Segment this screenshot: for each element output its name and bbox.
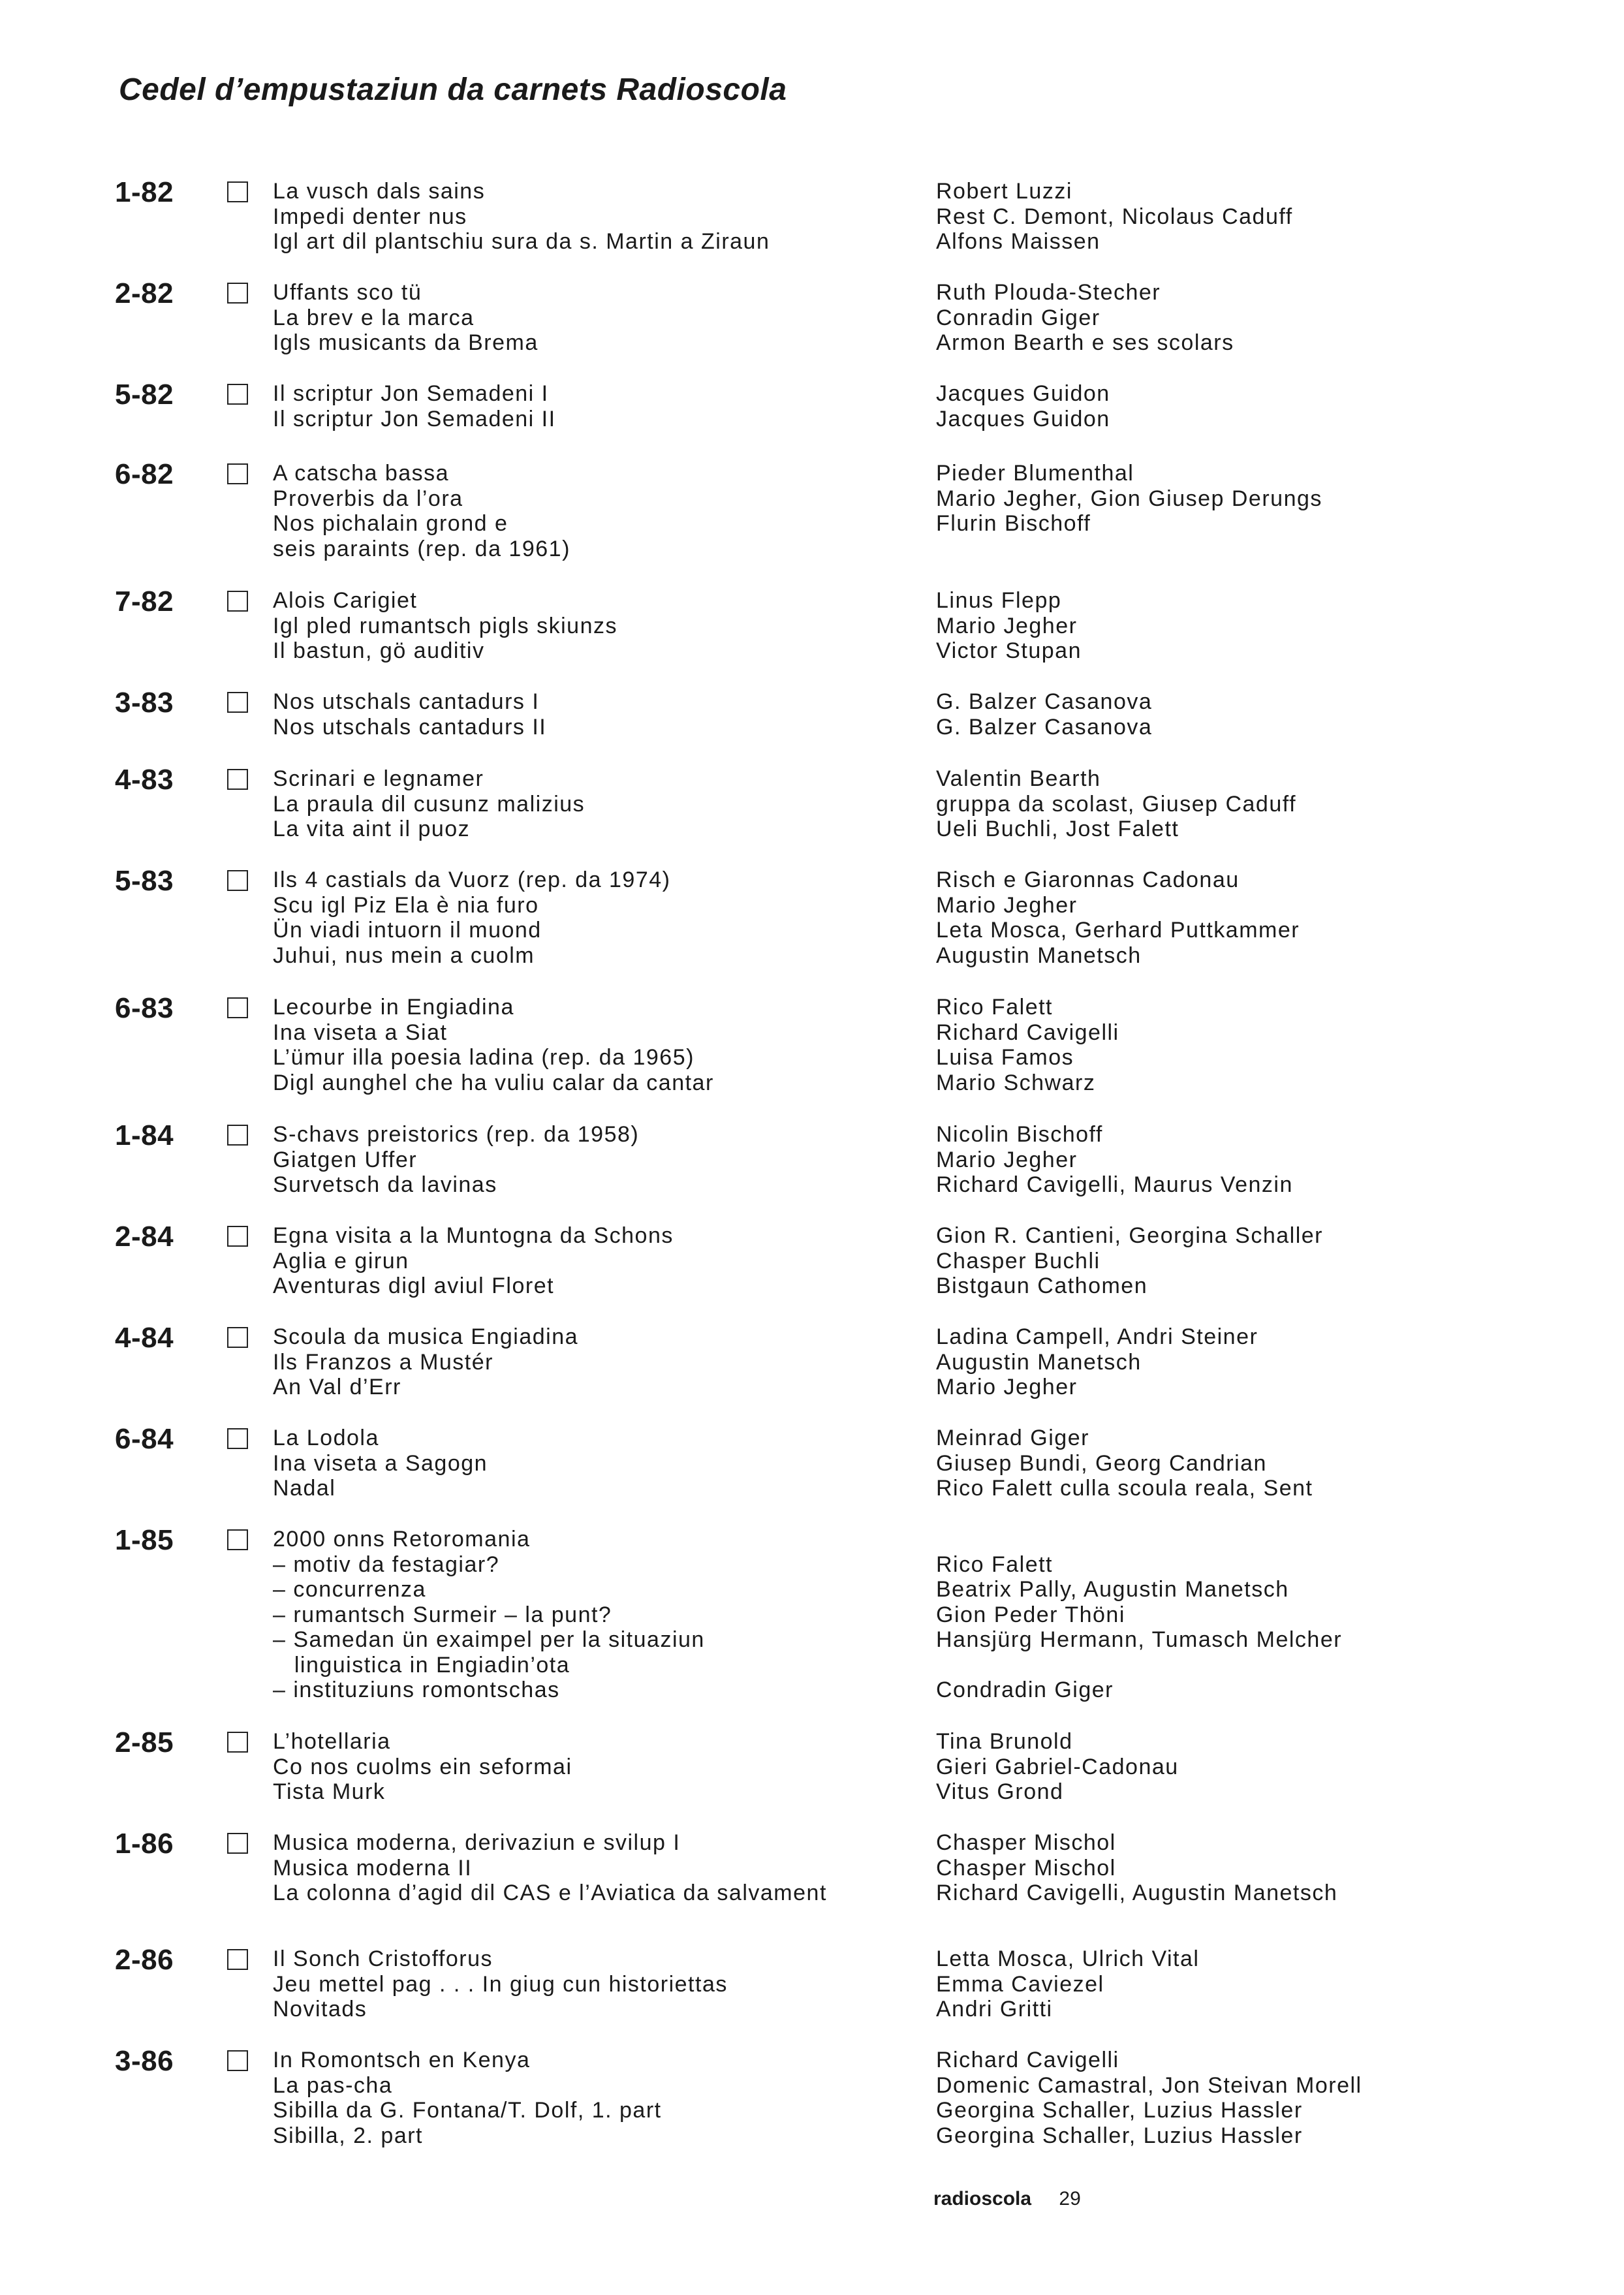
entry-author: Mario Jegher <box>936 892 1078 918</box>
entry-title: Nadal <box>273 1476 336 1501</box>
entry-author: Letta Mosca, Ulrich Vital <box>936 1946 1200 1971</box>
entry-title: Il scriptur Jon Semadeni II <box>273 406 556 431</box>
entry-title: Survetsch da lavinas <box>273 1172 497 1197</box>
page-title: Cedel d’empustaziun da carnets Radioscola <box>119 72 787 107</box>
entry-author: Victor Stupan <box>936 638 1082 663</box>
entry-titles <box>273 1946 728 2022</box>
entry-title: – motiv da festagiar? <box>273 1552 500 1577</box>
entry-title: Scrinari e legnamer <box>273 766 484 791</box>
order-checkbox[interactable] <box>227 283 248 304</box>
entry-title: seis paraints (rep. da 1961) <box>273 536 570 561</box>
order-checkbox[interactable] <box>227 692 248 713</box>
order-checkbox[interactable] <box>227 1833 248 1854</box>
entry-authors <box>936 1426 1313 1501</box>
entry-title: Il Sonch Cristofforus <box>273 1946 493 1971</box>
entry-title: – instituziuns romontschas <box>273 1678 560 1702</box>
entry-authors <box>936 867 1300 968</box>
order-checkbox[interactable] <box>227 870 248 891</box>
entry-title: Egna visita a la Muntogna da Schons <box>273 1223 674 1248</box>
entry-titles <box>273 1426 488 1501</box>
entry-author: Mario Jegher <box>936 1147 1078 1172</box>
entry-title: Uffants sco tü <box>273 280 422 305</box>
entry-titles <box>273 766 585 842</box>
entry-author: Richard Cavigelli <box>936 1020 1119 1045</box>
entry-titles <box>273 2048 662 2148</box>
entry-titles <box>273 588 617 664</box>
entry-title: Scoula da musica Engiadina <box>273 1324 579 1349</box>
entry-author: Pieder Blumenthal <box>936 461 1134 486</box>
entry-title: La vusch dals sains <box>273 179 486 204</box>
entry-title: Scu igl Piz Ela è nia furo <box>273 892 539 918</box>
entry-title: Nos utschals cantadurs II <box>273 714 547 740</box>
entry-author: Richard Cavigelli, Augustin Manetsch <box>936 1881 1338 1905</box>
entry-title: La Lodola <box>273 1426 379 1450</box>
entry-author: Georgina Schaller, Luzius Hassler <box>936 2123 1303 2148</box>
entry-titles <box>273 995 714 1095</box>
entry-title: Ils Franzos a Mustér <box>273 1349 493 1375</box>
entry-code: 1-82 <box>115 176 174 208</box>
order-checkbox[interactable] <box>227 769 248 790</box>
entry-author: Rico Falett <box>936 995 1053 1020</box>
entry-authors <box>936 1527 1342 1703</box>
entry-title: Juhui, nus mein a cuolm <box>273 943 535 968</box>
entry-title: Sibilla da G. Fontana/T. Dolf, 1. part <box>273 2098 662 2123</box>
entry-code: 1-86 <box>115 1828 174 1860</box>
order-checkbox[interactable] <box>227 1732 248 1753</box>
entry-code: 7-82 <box>115 585 174 617</box>
entry-titles <box>273 381 556 431</box>
entry-author: Valentin Bearth <box>936 766 1101 791</box>
entry-author: Domenic Camastral, Jon Steivan Morell <box>936 2072 1362 2098</box>
entry-titles <box>273 179 770 255</box>
entry-title: Ina viseta a Sagogn <box>273 1450 488 1476</box>
entry-title: Lecourbe in Engiadina <box>273 995 514 1020</box>
entry-author: Jacques Guidon <box>936 406 1110 431</box>
entry-code: 6-82 <box>115 458 174 490</box>
entry-author: Robert Luzzi <box>936 179 1072 204</box>
entry-title: Tista Murk <box>273 1779 386 1804</box>
entry-title: Il bastun, gö auditiv <box>273 638 485 663</box>
entry-title: La pas-cha <box>273 2072 393 2098</box>
order-checkbox[interactable] <box>227 2050 248 2071</box>
entry-titles <box>273 867 670 968</box>
entry-code: 6-83 <box>115 992 174 1024</box>
entry-authors <box>936 1122 1293 1198</box>
entry-author: Chasper Buchli <box>936 1248 1101 1273</box>
entry-title: Aventuras digl aviul Floret <box>273 1273 555 1298</box>
entry-author: Ruth Plouda-Stecher <box>936 280 1161 305</box>
entry-author: Bistgaun Cathomen <box>936 1273 1148 1298</box>
entry-titles <box>273 280 539 356</box>
entry-title: linguistica in Engiadin’ota <box>273 1652 570 1678</box>
entry-title: Co nos cuolms ein seformai <box>273 1754 572 1779</box>
entry-titles <box>273 1830 827 1906</box>
order-checkbox[interactable] <box>227 1125 248 1146</box>
entry-title: Ün viadi intuorn il muond <box>273 918 542 943</box>
entry-title: Impedi denter nus <box>273 204 467 229</box>
entry-author: Jacques Guidon <box>936 381 1110 406</box>
entry-titles <box>273 1122 639 1198</box>
entry-author: Nicolin Bischoff <box>936 1122 1103 1147</box>
entry-code: 4-84 <box>115 1322 174 1354</box>
entry-code: 4-83 <box>115 764 174 796</box>
entry-code: 2-86 <box>115 1944 174 1976</box>
entry-authors <box>936 995 1119 1095</box>
entry-title: Musica moderna II <box>273 1855 473 1881</box>
entry-title: Giatgen Uffer <box>273 1147 418 1172</box>
order-checkbox[interactable] <box>227 1529 248 1550</box>
entry-authors <box>936 588 1082 664</box>
order-checkbox[interactable] <box>227 997 248 1018</box>
entry-author: Ladina Campell, Andri Steiner <box>936 1324 1258 1349</box>
entry-author: Conradin Giger <box>936 305 1101 330</box>
entry-title: La colonna d’agid dil CAS e l’Aviatica da salvament <box>273 1881 827 1905</box>
entry-authors <box>936 381 1110 431</box>
entry-authors <box>936 689 1152 740</box>
entry-author: Rest C. Demont, Nicolaus Caduff <box>936 204 1293 229</box>
entry-title: Musica moderna, derivaziun e svilup I <box>273 1830 681 1855</box>
entry-code: 1-85 <box>115 1524 174 1556</box>
order-checkbox[interactable] <box>227 1428 248 1449</box>
order-checkbox[interactable] <box>227 1226 248 1247</box>
entry-titles <box>273 1527 705 1703</box>
entry-author: Linus Flepp <box>936 588 1062 613</box>
entry-code: 5-83 <box>115 865 174 897</box>
entry-author: Vitus Grond <box>936 1779 1064 1804</box>
entry-author: Condradin Giger <box>936 1678 1114 1702</box>
entry-author: Richard Cavigelli, Maurus Venzin <box>936 1172 1293 1197</box>
entry-title: Novitads <box>273 1997 367 2022</box>
page-number: 29 <box>1059 2188 1081 2209</box>
entry-title: Jeu mettel pag . . . In giug cun historiettas <box>273 1971 728 1997</box>
entry-author: Mario Schwarz <box>936 1070 1096 1095</box>
entry-author: Georgina Schaller, Luzius Hassler <box>936 2098 1303 2123</box>
entry-authors <box>936 1324 1258 1400</box>
entry-authors <box>936 280 1234 356</box>
entry-title: A catscha bassa <box>273 461 450 486</box>
entry-code: 2-85 <box>115 1726 174 1758</box>
entry-author <box>936 1527 1342 1552</box>
entry-author: Luisa Famos <box>936 1045 1074 1070</box>
entry-author: Armon Bearth e ses scolars <box>936 330 1234 355</box>
entry-title: – rumantsch Surmeir – la punt? <box>273 1602 612 1627</box>
entry-title: 2000 onns Retoromania <box>273 1527 531 1552</box>
entry-code: 1-84 <box>115 1119 174 1151</box>
entry-title: In Romontsch en Kenya <box>273 2048 531 2072</box>
entry-title: Aglia e girun <box>273 1248 409 1273</box>
entry-author: Gieri Gabriel-Cadonau <box>936 1754 1179 1779</box>
entry-author: Gion R. Cantieni, Georgina Schaller <box>936 1223 1323 1248</box>
entry-title: Proverbis da l’ora <box>273 486 463 511</box>
entry-author: Mario Jegher <box>936 1375 1078 1399</box>
entry-author: Ueli Buchli, Jost Falett <box>936 817 1179 841</box>
order-checkbox[interactable] <box>227 384 248 405</box>
entry-author: Gion Peder Thöni <box>936 1602 1125 1627</box>
entry-authors <box>936 766 1296 842</box>
entry-author <box>936 1653 1342 1678</box>
entry-authors <box>936 461 1322 537</box>
entry-author: Andri Gritti <box>936 1997 1053 2022</box>
entry-author: Meinrad Giger <box>936 1426 1089 1450</box>
order-checkbox[interactable] <box>227 1327 248 1348</box>
entry-author: Rico Falett <box>936 1552 1053 1577</box>
entry-title: S-chavs preistorics (rep. da 1958) <box>273 1122 640 1147</box>
entry-title: Alois Carigiet <box>273 588 418 613</box>
entry-author: Augustin Manetsch <box>936 943 1142 968</box>
entry-title: Sibilla, 2. part <box>273 2123 423 2148</box>
entry-title: Ina viseta a Siat <box>273 1020 448 1045</box>
entry-code: 5-82 <box>115 379 174 411</box>
footer-brand: radioscola <box>933 2188 1032 2209</box>
order-checkbox[interactable] <box>227 463 248 484</box>
entry-titles <box>273 1324 578 1400</box>
entry-authors <box>936 179 1293 255</box>
entry-author: Flurin Bischoff <box>936 511 1091 536</box>
entry-title: Ils 4 castials da Vuorz (rep. da 1974) <box>273 867 671 892</box>
entry-authors <box>936 2048 1362 2148</box>
page-footer <box>933 2188 1081 2210</box>
entry-author: G. Balzer Casanova <box>936 689 1153 714</box>
entry-code: 2-82 <box>115 277 174 309</box>
entry-title: L’hotellaria <box>273 1729 391 1754</box>
entry-authors <box>936 1223 1323 1299</box>
entry-author: Hansjürg Hermann, Tumasch Melcher <box>936 1627 1343 1652</box>
entry-authors <box>936 1729 1179 1805</box>
order-checkbox[interactable] <box>227 591 248 612</box>
entry-author: Augustin Manetsch <box>936 1349 1142 1375</box>
entry-title: L’ümur illa poesia ladina (rep. da 1965) <box>273 1045 695 1070</box>
entry-titles <box>273 689 546 740</box>
entry-titles <box>273 1223 674 1299</box>
entry-title: Digl aunghel che ha vuliu calar da cantar <box>273 1070 714 1095</box>
entry-authors <box>936 1830 1337 1906</box>
entry-title: Nos utschals cantadurs I <box>273 689 540 714</box>
entry-titles <box>273 461 570 561</box>
entry-code: 2-84 <box>115 1221 174 1253</box>
entry-code: 3-86 <box>115 2045 174 2077</box>
entry-title: Il scriptur Jon Semadeni I <box>273 381 549 406</box>
entry-author: Alfons Maissen <box>936 229 1101 254</box>
entry-author: Emma Caviezel <box>936 1971 1104 1997</box>
entry-author: Beatrix Pally, Augustin Manetsch <box>936 1577 1289 1602</box>
entry-code: 6-84 <box>115 1423 174 1455</box>
entry-author: G. Balzer Casanova <box>936 714 1153 740</box>
entry-title: Igls musicants da Brema <box>273 330 539 355</box>
entry-title: – concurrenza <box>273 1577 426 1602</box>
entry-code: 3-83 <box>115 687 174 719</box>
order-checkbox[interactable] <box>227 1949 248 1970</box>
entry-title: An Val d’Err <box>273 1375 401 1399</box>
entry-titles <box>273 1729 572 1805</box>
entry-author: Richard Cavigelli <box>936 2048 1119 2072</box>
entry-author: gruppa da scolast, Giusep Caduff <box>936 791 1297 817</box>
order-checkbox[interactable] <box>227 181 248 202</box>
entry-author: Tina Brunold <box>936 1729 1073 1754</box>
entry-author: Leta Mosca, Gerhard Puttkammer <box>936 918 1300 943</box>
entry-title: La vita aint il puoz <box>273 817 471 841</box>
entry-title: Igl art dil plantschiu sura da s. Martin a Ziraun <box>273 229 770 254</box>
entry-author: Chasper Mischol <box>936 1855 1116 1881</box>
entry-title: La praula dil cusunz malizius <box>273 791 586 817</box>
entry-author: Chasper Mischol <box>936 1830 1116 1855</box>
entry-author: Rico Falett culla scoula reala, Sent <box>936 1476 1313 1501</box>
entry-title: Igl pled rumantsch pigls skiunzs <box>273 613 618 638</box>
entry-author: Mario Jegher <box>936 613 1078 638</box>
entry-title: Nos pichalain grond e <box>273 511 508 536</box>
entry-author: Mario Jegher, Gion Giusep Derungs <box>936 486 1322 511</box>
entry-title: La brev e la marca <box>273 305 475 330</box>
entry-authors <box>936 1946 1199 2022</box>
entry-author: Giusep Bundi, Georg Candrian <box>936 1450 1267 1476</box>
entry-title: – Samedan ün exaimpel per la situaziun <box>273 1627 705 1652</box>
entry-author: Risch e Giaronnas Cadonau <box>936 867 1240 892</box>
